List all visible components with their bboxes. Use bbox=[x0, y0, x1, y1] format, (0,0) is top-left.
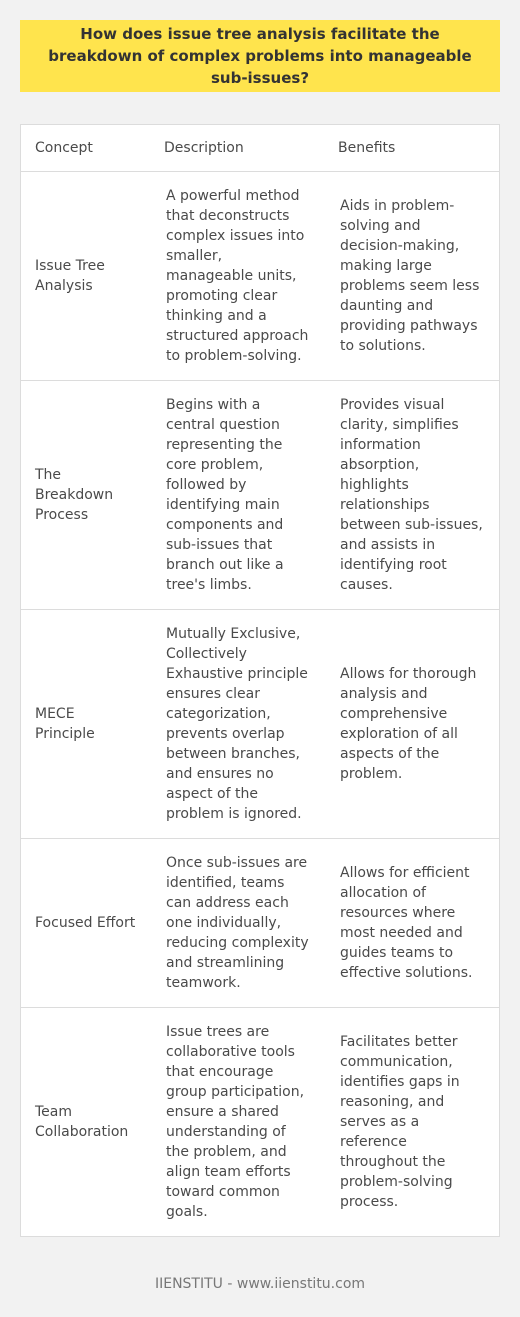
table-row bbox=[21, 610, 499, 839]
cell-description: Once sub-issues are identified, teams can address each one individually, reducing complexity and streamlining teamwork. bbox=[166, 855, 309, 991]
table-body bbox=[21, 172, 499, 1237]
header-row bbox=[21, 125, 499, 172]
table-row bbox=[21, 381, 499, 610]
cell-concept: MECE Principle bbox=[35, 706, 95, 742]
cell-description: Mutually Exclusive, Collectively Exhaustive principle ensures clear categorization, prevents overlap between branches, and ensures no aspect of the problem is ignored. bbox=[166, 626, 308, 822]
title-banner bbox=[20, 20, 500, 92]
table-row bbox=[21, 1008, 499, 1237]
cell-description: Begins with a central question representing the core problem, followed by identifying main components and sub-issues that branch out like a tree's limbs. bbox=[166, 397, 284, 593]
cell-description: Issue trees are collaborative tools that encourage group participation, ensure a shared understanding of the problem, and align team efforts toward common goals. bbox=[166, 1024, 305, 1220]
header-benefits: Benefits bbox=[338, 140, 396, 156]
page-title: How does issue tree analysis facilitate the breakdown of complex problems into manageable sub-issues? bbox=[48, 25, 472, 87]
footer-credit: IIENSTITU - www.iienstitu.com bbox=[154, 1276, 366, 1292]
cell-concept: Focused Effort bbox=[35, 915, 136, 931]
table-header bbox=[21, 125, 499, 172]
table-row bbox=[21, 172, 499, 381]
concept-table bbox=[20, 124, 500, 1237]
table-row bbox=[21, 839, 499, 1008]
cell-concept: The Breakdown Process bbox=[35, 467, 114, 523]
header-description: Description bbox=[164, 140, 244, 156]
header-concept: Concept bbox=[35, 140, 93, 156]
cell-concept: Team Collaboration bbox=[35, 1104, 129, 1140]
cell-description: A powerful method that deconstructs complex issues into smaller, manageable units, promoting clear thinking and a structured approach to problem-solving. bbox=[166, 188, 309, 364]
cell-benefits: Provides visual clarity, simplifies information absorption, highlights relationships between sub-issues, and assists in identifying root causes. bbox=[340, 397, 483, 593]
table bbox=[21, 125, 499, 1236]
cell-benefits: Allows for thorough analysis and comprehensive exploration of all aspects of the problem. bbox=[340, 666, 477, 782]
cell-benefits: Aids in problem-solving and decision-making, making large problems seem less daunting and providing pathways to solutions. bbox=[340, 198, 480, 354]
cell-concept: Issue Tree Analysis bbox=[35, 258, 105, 294]
cell-benefits: Facilitates better communication, identifies gaps in reasoning, and serves as a reference throughout the problem-solving process. bbox=[340, 1034, 460, 1210]
cell-benefits: Allows for efficient allocation of resources where most needed and guides teams to effective solutions. bbox=[340, 865, 473, 981]
